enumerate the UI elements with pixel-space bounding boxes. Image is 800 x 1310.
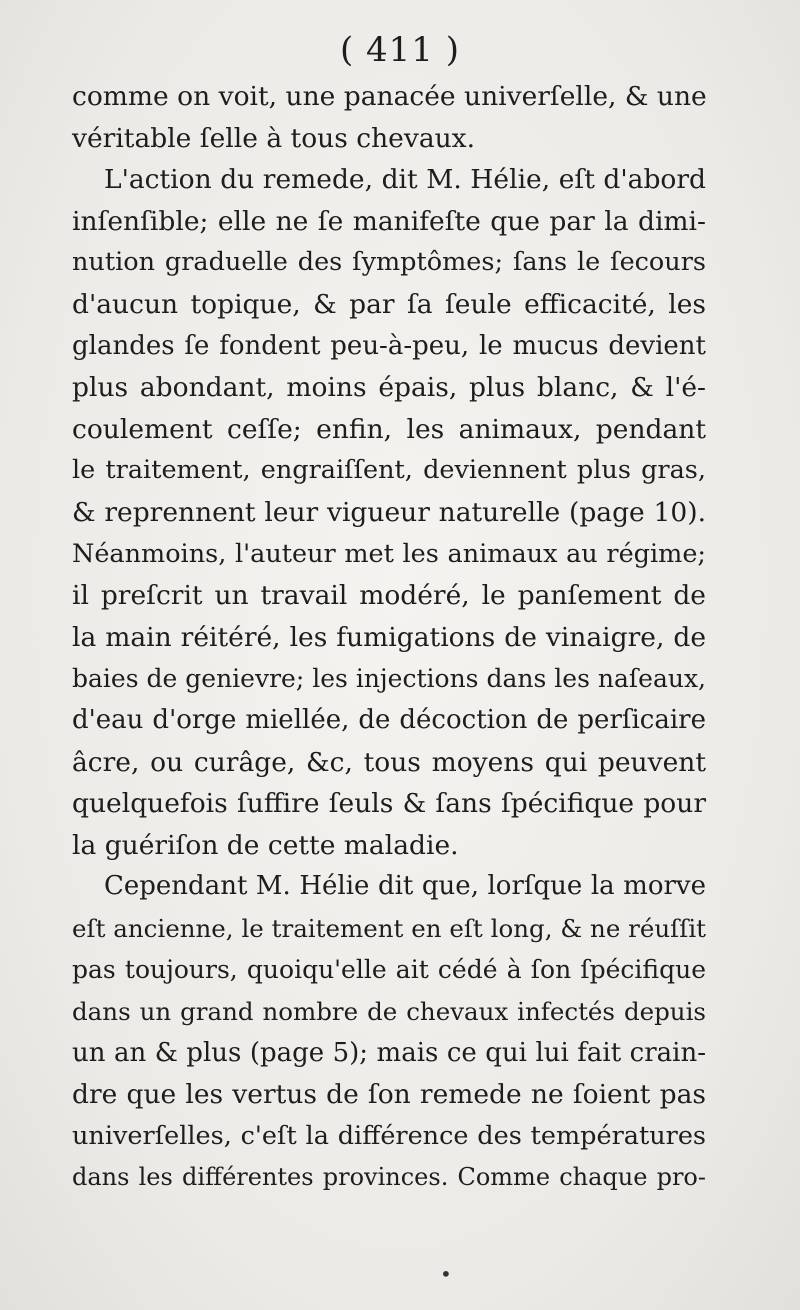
text-line: le traitement, engraiſſent, deviennent plus gras,: [72, 455, 706, 486]
text-line: plus abondant, moins épais, plus blanc, & l'é-: [72, 372, 706, 404]
text-line: dans les différentes provinces. Comme chaque pro-: [72, 1163, 706, 1192]
text-line: univerſelles, c'eſt la différence des températures: [72, 1120, 706, 1151]
text-line: & reprennent leur vigueur naturelle (page 10).: [72, 496, 706, 528]
body-text: [72, 76, 706, 1199]
text-line: dans un grand nombre de chevaux infectés depuis: [72, 997, 706, 1027]
text-line: un an & plus (page 5); mais ce qui lui fait crain-: [72, 1037, 706, 1068]
text-line: L'action du remede, dit M. Hélie, eſt d'abord: [104, 164, 706, 196]
text-line: coulement ceſſe; enfin, les animaux, pendant: [72, 413, 706, 445]
text-line: Néanmoins, l'auteur met les animaux au régime;: [72, 538, 706, 569]
text-line: la main réitéré, les fumigations de vinaigre, de: [72, 621, 706, 653]
text-line: pas toujours, quoiqu'elle ait cédé à ſon ſpécifique: [72, 955, 706, 985]
page-number: ( 411 ): [339, 30, 461, 70]
text-line: d'eau d'orge miellée, de décoction de perſicaire: [72, 704, 706, 735]
text-line: Cependant M. Hélie dit que, lorſque la morve: [104, 871, 706, 902]
text-line: la guériſon de cette maladie.: [72, 829, 459, 861]
text-line: baies de genievre; les injections dans les naſeaux,: [72, 664, 706, 694]
text-line: eſt ancienne, le traitement en eſt long, & ne réuſſit: [72, 913, 706, 943]
text-line: dre que les vertus de ſon remede ne ſoient pas: [72, 1079, 706, 1111]
ink-mark: •: [440, 1262, 452, 1286]
text-line: il preſcrit un travail modéré, le panſement de: [72, 580, 706, 612]
text-line: véritable ſelle à tous chevaux.: [72, 122, 476, 154]
text-line: quelquefois ſuffire ſeuls & ſans ſpécifique pour: [72, 788, 706, 820]
text-line: comme on voit, une panacée univerſelle, & une: [72, 81, 707, 112]
text-line: inſenſible; elle ne ſe manifeſte que par la dimi-: [72, 205, 706, 237]
text-line: d'aucun topique, & par ſa ſeule efficacité, les: [72, 288, 706, 320]
text-line: glandes ſe fondent peu-à-peu, le mucus devient: [72, 330, 706, 361]
text-line: âcre, ou curâge, &c, tous moyens qui peuvent: [72, 746, 706, 778]
text-line: nution graduelle des ſymptômes; ſans le ſecours: [72, 247, 706, 278]
